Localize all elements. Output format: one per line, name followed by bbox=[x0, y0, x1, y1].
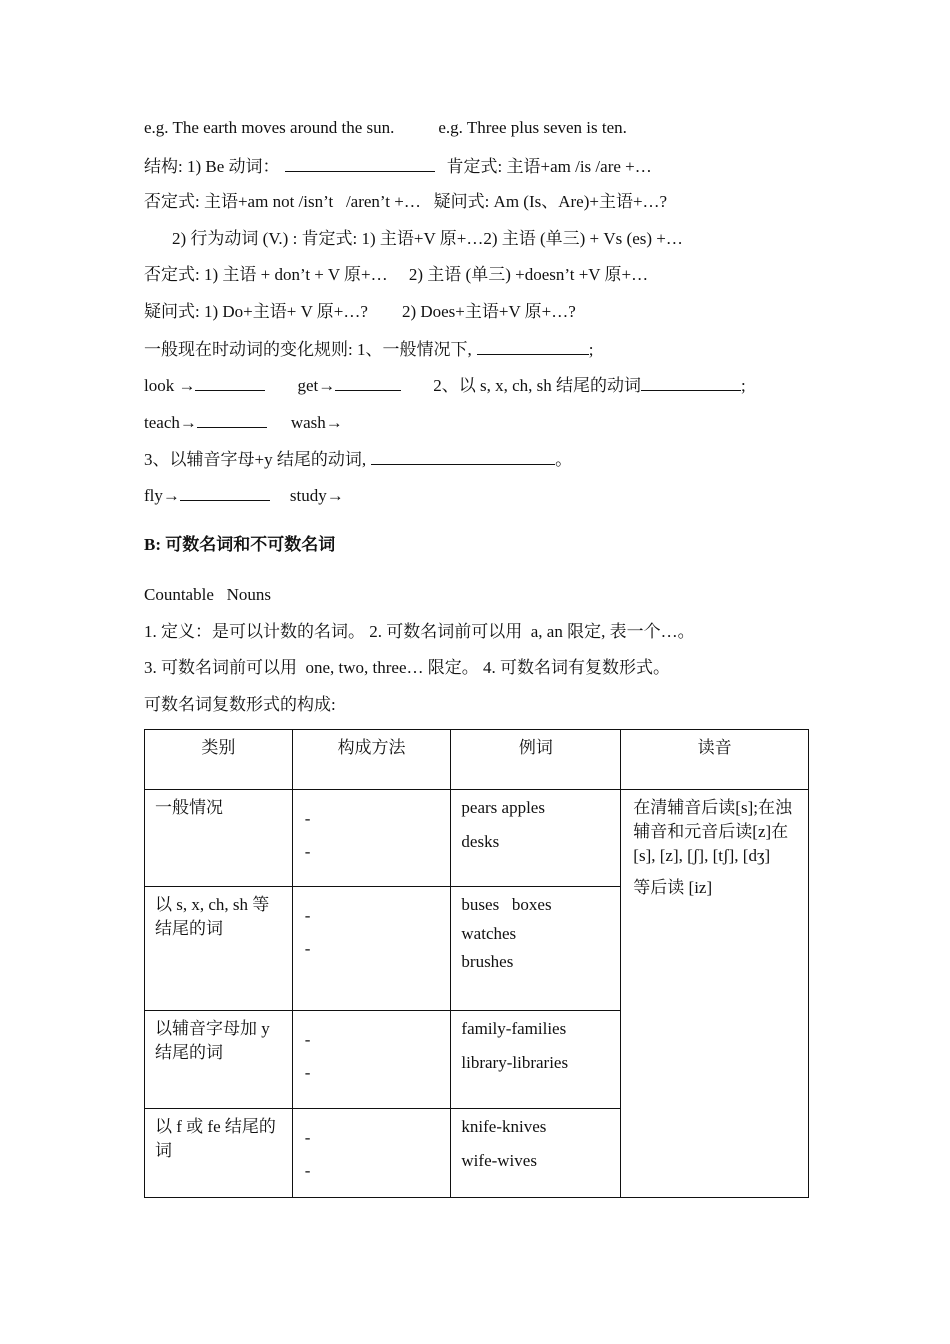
be-verb-label: 结构: 1) Be 动词： bbox=[144, 157, 280, 176]
fill-blank[interactable] bbox=[477, 338, 589, 355]
rule-3-label: 3、以辅音字母+y 结尾的动词, bbox=[144, 450, 367, 469]
category-cell: 以辅音字母加 y 结尾的词 bbox=[145, 1011, 293, 1109]
header-category: 类别 bbox=[145, 730, 293, 790]
rule-3-line bbox=[144, 448, 572, 471]
action-verb-affirmative: 2) 行为动词 (V.) : 肯定式: 1) 主语+V 原+…2) 主语 (单三) + Vs (es) +… bbox=[172, 229, 683, 248]
method-cell bbox=[292, 887, 451, 1011]
countable-nouns-title: Countable Nouns bbox=[144, 585, 272, 604]
examples-cell bbox=[451, 790, 621, 887]
method-blank[interactable]: - bbox=[304, 939, 311, 958]
method-blank[interactable]: - bbox=[304, 809, 311, 828]
category-cell: 以 f 或 fe 结尾的词 bbox=[145, 1109, 293, 1198]
definition-line-1: 1. 定义：是可以计数的名词。 2. 可数名词前可以用 a, an 限定, 表一个…。 bbox=[144, 622, 695, 641]
method-blank[interactable]: - bbox=[304, 842, 311, 861]
example-word: watches bbox=[461, 924, 517, 943]
fill-blank[interactable] bbox=[371, 448, 555, 465]
definition-line-2: 3. 可数名词前可以用 one, two, three… 限定。 4. 可数名词有复数形式。 bbox=[144, 658, 671, 677]
header-examples: 例词 bbox=[451, 730, 621, 790]
rule-1-label: 一般现在时动词的变化规则: 1、一般情况下, bbox=[144, 340, 472, 359]
table-row bbox=[145, 790, 809, 887]
examples-cell bbox=[451, 1011, 621, 1109]
action-verb-question: 疑问式: 1) Do+主语+ V 原+…? 2) Does+主语+V 原+…? bbox=[144, 302, 576, 321]
example-word: desks bbox=[461, 832, 500, 851]
structure-be-line bbox=[144, 155, 652, 178]
header-pronunciation: 读音 bbox=[621, 730, 809, 790]
pronunciation-cell bbox=[621, 790, 809, 1198]
section-b-heading: B: 可数名词和不可数名词 bbox=[144, 535, 336, 554]
example-word: pears apples bbox=[461, 798, 545, 817]
punct: ; bbox=[588, 340, 594, 359]
header-method: 构成方法 bbox=[292, 730, 451, 790]
category-cell: 一般情况 bbox=[145, 790, 293, 887]
category-cell: 以 s, x, ch, sh 等结尾的词 bbox=[145, 887, 293, 1011]
rule-3-examples bbox=[144, 484, 344, 507]
rule-2-examples bbox=[144, 411, 343, 434]
get-label: get→ bbox=[297, 376, 336, 395]
examples-cell bbox=[451, 887, 621, 1011]
pronunciation-iz: 等后读 [iz] bbox=[633, 878, 713, 897]
method-blank[interactable]: - bbox=[304, 1030, 311, 1049]
example-word: brushes bbox=[461, 952, 514, 971]
table-header-row bbox=[145, 730, 809, 790]
teach-label: teach→ bbox=[144, 413, 197, 432]
fly-label: fly→ bbox=[144, 486, 180, 505]
punct: 。 bbox=[555, 450, 573, 469]
fill-blank[interactable] bbox=[180, 484, 270, 501]
rule-2-line bbox=[144, 374, 746, 397]
method-blank[interactable]: - bbox=[304, 1161, 311, 1180]
example-word: library-libraries bbox=[461, 1053, 569, 1072]
be-affirmative: 肯定式: 主语+am /is /are +… bbox=[446, 157, 652, 176]
fill-blank[interactable] bbox=[195, 374, 265, 391]
examples-cell bbox=[451, 1109, 621, 1198]
method-blank[interactable]: - bbox=[304, 1063, 311, 1082]
example-three: e.g. Three plus seven is ten. bbox=[438, 118, 627, 137]
study-label: study→ bbox=[289, 486, 344, 505]
method-cell bbox=[292, 790, 451, 887]
rule-1-line bbox=[144, 338, 593, 361]
fill-blank[interactable] bbox=[335, 374, 401, 391]
look-label: look → bbox=[144, 376, 196, 395]
fill-blank[interactable] bbox=[285, 155, 435, 172]
example-word: buses boxes bbox=[461, 895, 552, 914]
method-blank[interactable]: - bbox=[304, 1128, 311, 1147]
method-blank[interactable]: - bbox=[304, 906, 311, 925]
be-negative-question: 否定式: 主语+am not /isn’t /aren’t +… 疑问式: Am (Is、Are)+主语+…? bbox=[144, 192, 668, 211]
action-verb-negative: 否定式: 1) 主语 + don’t + V 原+… 2) 主语 (单三) +doesn’t +V 原+… bbox=[144, 265, 649, 284]
punct: ; bbox=[741, 376, 746, 395]
fill-blank[interactable] bbox=[197, 411, 267, 428]
pronunciation-rule: 在清辅音后读[s];在浊辅音和元音后读[z]在[s], [z], [ʃ], [tʃ], [dʒ] bbox=[633, 798, 792, 865]
fill-blank[interactable] bbox=[641, 374, 741, 391]
plural-formation-label: 可数名词复数形式的构成: bbox=[144, 695, 336, 714]
example-earth: e.g. The earth moves around the sun. bbox=[144, 118, 395, 137]
method-cell bbox=[292, 1109, 451, 1198]
method-cell bbox=[292, 1011, 451, 1109]
rule-2-label: 2、以 s, x, ch, sh 结尾的动词 bbox=[433, 376, 642, 395]
wash-label: wash→ bbox=[290, 413, 343, 432]
example-word: wife-wives bbox=[461, 1151, 537, 1170]
example-word: knife-knives bbox=[461, 1117, 547, 1136]
example-line bbox=[144, 117, 627, 139]
plural-formation-table bbox=[144, 729, 809, 1198]
example-word: family-families bbox=[461, 1019, 567, 1038]
